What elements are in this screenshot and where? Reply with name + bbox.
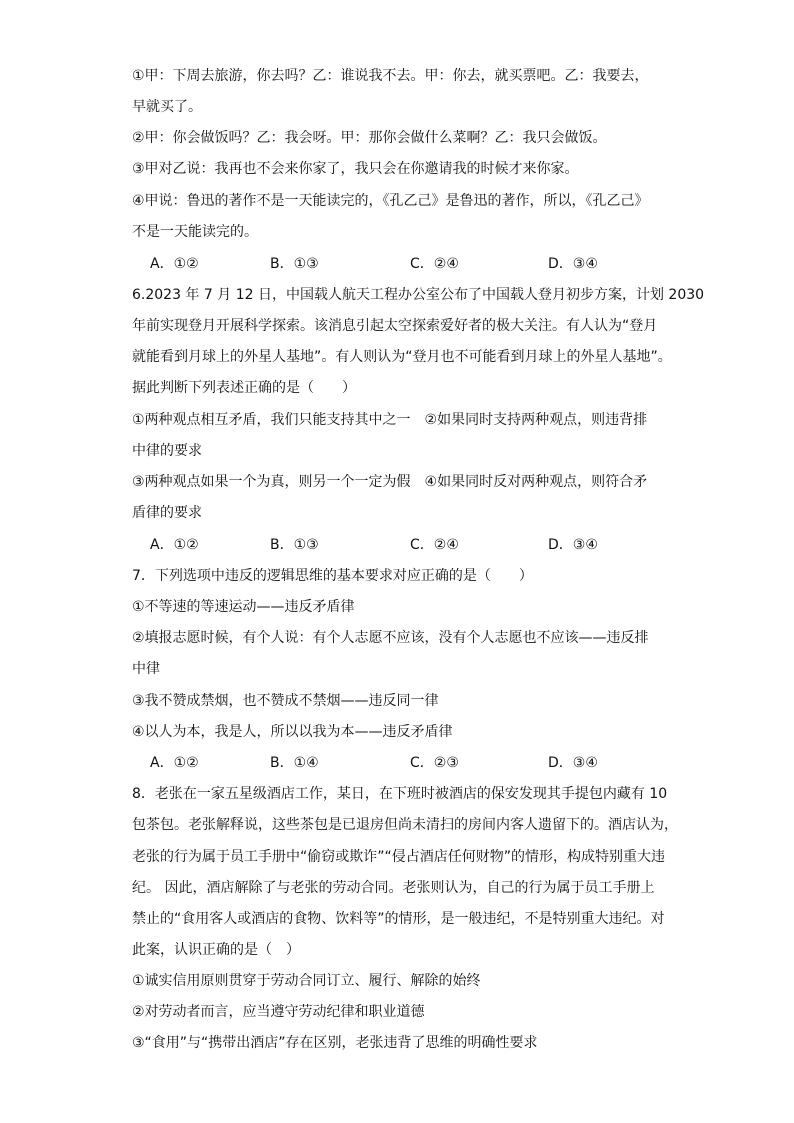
q5-statement-4: ④甲说：鲁迅的著作不是一天能读完的，《孔乙己》是鲁迅的著作，所以，《孔乙己》 [132, 193, 649, 209]
q8-statement-2: ②对劳动者而言，应当遵守劳动纪律和职业道德 [132, 1004, 425, 1020]
q5-statement-1: ①甲：下周去旅游，你去吗？乙：谁说我不去。甲：你去，就买票吧。乙：我要去， [132, 68, 649, 84]
q7-statement-1: ①不等速的等速运动——违反矛盾律 [132, 599, 355, 615]
q5-option-a[interactable]: A．①② [150, 256, 199, 272]
q6-stem-line-1: 6.2023 年 7 月 12 日，中国载人航天工程办公室公布了中国载人登月初步方案，计划 2030 [132, 287, 705, 303]
q7-statement-2-cont: 中律 [132, 661, 160, 677]
q7-statement-2: ②填报志愿时候，有个人说：有个人志愿不应该，没有个人志愿也不应该——违反排 [132, 630, 649, 646]
q7-option-a[interactable]: A．①② [150, 755, 199, 771]
q6-stem-line-3: 就能看到月球上的外星人基地”。有人则认为“登月也不可能看到月球上的外星人基地”。 [132, 349, 672, 365]
q8-statement-3: ③“食用”与“携带出酒店”存在区别，老张违背了思维的明确性要求 [132, 1035, 538, 1051]
q6-statements-3-4-cont: 盾律的要求 [132, 505, 202, 521]
q6-option-a[interactable]: A．①② [150, 537, 199, 553]
q5-option-c[interactable]: C．②④ [410, 256, 459, 272]
q6-statements-1-2-cont: 中律的要求 [132, 443, 202, 459]
q7-option-d[interactable]: D．③④ [548, 755, 598, 771]
q7-option-c[interactable]: C．②③ [410, 755, 459, 771]
q8-stem-line-1: 8．老张在一家五星级酒店工作，某日，在下班时被酒店的保安发现其手提包内藏有 10 [132, 786, 668, 802]
q5-option-b[interactable]: B．①③ [270, 256, 319, 272]
q7-option-b[interactable]: B．①④ [270, 755, 319, 771]
q8-stem-line-6: 此案，认识正确的是（ ） [132, 942, 300, 958]
q8-stem-line-2: 包茶包。老张解释说，这些茶包是已退房但尚未清扫的房间内客人遗留下的。酒店认为， [132, 817, 678, 833]
q6-stem-line-2: 年前实现登月开展科学探索。该消息引起太空探索爱好者的极大关注。有人认为“登月 [132, 318, 658, 334]
q5-statement-3: ③甲对乙说：我再也不会来你家了，我只会在你邀请我的时候才来你家。 [132, 161, 579, 177]
q5-statement-1-cont: 早就买了。 [132, 99, 202, 115]
q8-stem-line-3: 老张的行为属于员工手册中“偷窃或欺诈”“侵占酒店任何财物”的情形，构成特别重大违 [132, 849, 666, 865]
q6-option-d[interactable]: D．③④ [548, 537, 598, 553]
q7-statement-4: ④以人为本，我是人，所以以我为本——违反矛盾律 [132, 724, 453, 740]
q7-stem: 7．下列选项中违反的逻辑思维的基本要求对应正确的是（ ） [132, 568, 533, 584]
q6-option-b[interactable]: B．①③ [270, 537, 319, 553]
q7-statement-3: ③我不赞成禁烟，也不赞成不禁烟——违反同一律 [132, 693, 439, 709]
q5-option-d[interactable]: D．③④ [548, 256, 598, 272]
q8-stem-line-4: 纪。 因此，酒店解除了与老张的劳动合同。老张则认为，自己的行为属于员工手册上 [132, 880, 655, 896]
q5-statement-2: ②甲：你会做饭吗？乙：我会呀。甲：那你会做什么菜啊？乙：我只会做饭。 [132, 130, 607, 146]
q8-statement-1: ①诚实信用原则贯穿于劳动合同订立、履行、解除的始终 [132, 973, 481, 989]
q8-stem-line-5: 禁止的“食用客人或酒店的食物、饮料等”的情形，是一般违纪，不是特别重大违纪。对 [132, 911, 665, 927]
q6-statements-1-2: ①两种观点相互矛盾，我们只能支持其中之一 ②如果同时支持两种观点，则违背排 [132, 412, 648, 428]
q6-statements-3-4: ③两种观点如果一个为真，则另一个一定为假 ④如果同时反对两种观点，则符合矛 [132, 474, 648, 490]
q6-stem-line-4: 据此判断下列表述正确的是（ ） [132, 380, 356, 396]
q5-statement-4-cont: 不是一天能读完的。 [132, 224, 258, 240]
q6-option-c[interactable]: C．②④ [410, 537, 459, 553]
